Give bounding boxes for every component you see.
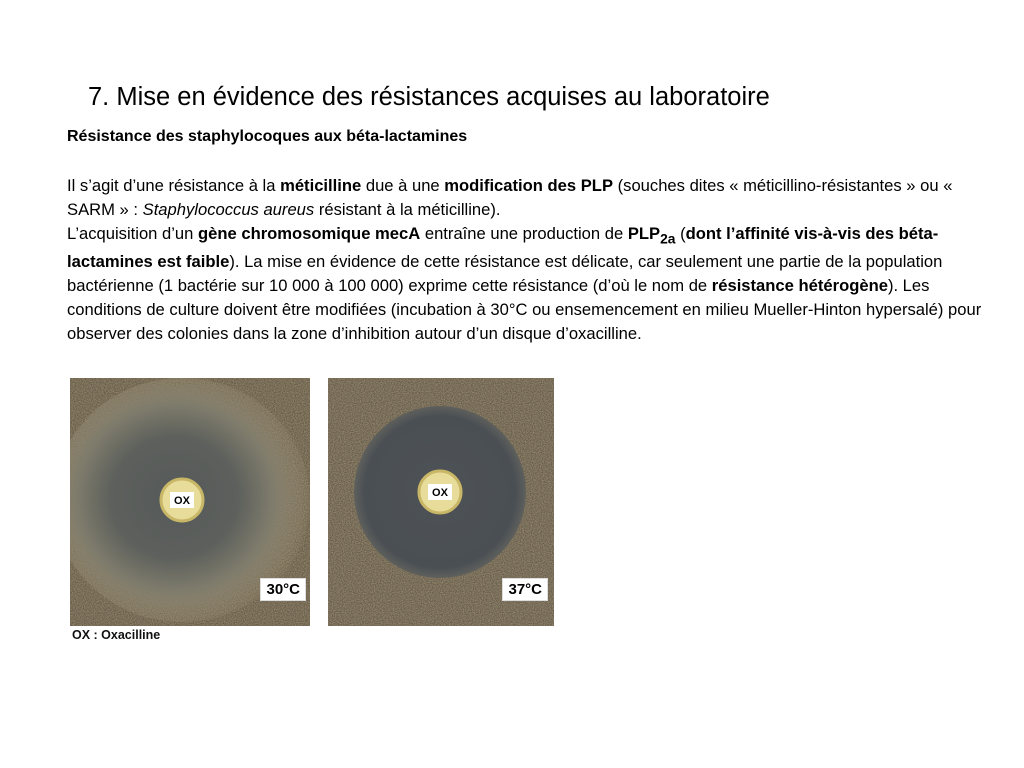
text-run: due à une [361,176,445,195]
text-run: ( [675,224,686,243]
plate-37c [328,378,554,626]
plp-subscript: 2a [660,230,676,247]
text-run: entraîne une production de [420,224,628,243]
italic-term: Staphylococcus aureus [142,200,315,219]
figure-caption: OX : Oxacilline [72,628,161,642]
slide-title: 7. Mise en évidence des résistances acquises au laboratoire [88,83,770,111]
bold-term: résistance hétérogène [711,276,888,296]
text-run: résistant à la méticilline). [314,200,501,219]
plp-label: PLP [627,224,661,243]
temperature-label-37c: 37°C [502,578,548,601]
slide-subtitle: Résistance des staphylocoques aux béta-lactamines [67,128,468,145]
text-run: ). La mise en évidence de cette résistance est délicate, car seulement une partie de la population bactérienne (1 bactérie sur 10 000 à 100 000) exprime cette résistance (d’où le nom de [67,252,943,296]
paragraph-2 [67,222,985,346]
body-text [67,174,985,360]
disc-label-37c: OX [432,487,448,499]
bold-term: modification des PLP [444,176,614,195]
petri-figure [66,376,556,648]
text-run: L’acquisition d’un [67,224,198,243]
text-run: ). Les conditions de culture doivent être modifiées (incubation à 30°C ou ensemencement en milieu Mueller-Hinton hypersalé) pour observer des colonies dans la zone d’inhibition autour d’un disque d’oxacilline. [67,276,982,344]
text-run: Il s’agit d’une résistance à la [67,176,281,195]
text-run: (souches dites « méticillino-résistantes » ou « SARM » : [67,176,953,219]
bold-term-plp [627,224,676,247]
bold-term: dont l’affinité vis-à-vis des béta-lactamines est faible [67,224,939,272]
temperature-label-30c: 30°C [260,578,306,601]
bold-term: gène chromosomique mecA [198,224,421,243]
paragraph-1 [67,174,985,222]
bold-term: méticilline [280,176,362,195]
disc-label-30c: OX [174,495,190,507]
plate-30c [70,378,310,626]
